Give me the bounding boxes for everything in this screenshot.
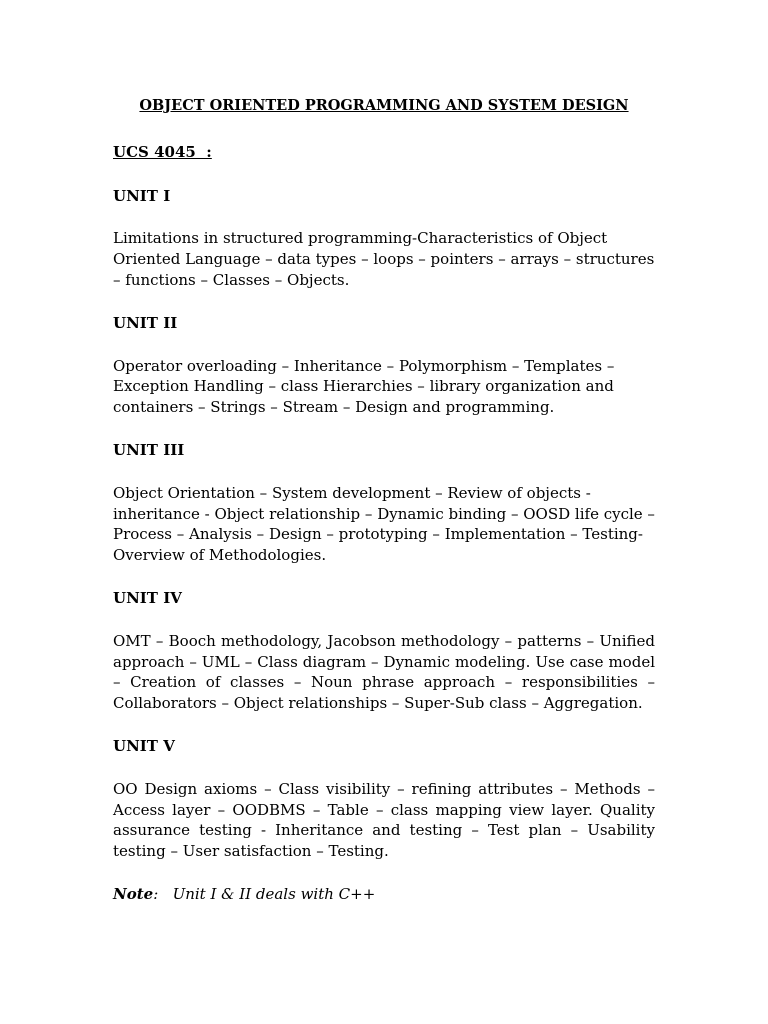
unit-body: OMT – Booch methodology, Jacobson methodology – patterns – Unified approach – UML – Class diagram – Dynamic modeling. Use case model – Creation of classes – Noun phrase approach – responsibilities – Collaborators – Object relationships – Super-Sub class – Aggregation. (113, 631, 655, 713)
note (113, 884, 655, 905)
unit-body: Operator overloading – Inheritance – Polymorphism – Templates – Exception Handling – class Hierarchies – library organization and containers – Strings – Stream – Design and programming. (113, 356, 615, 417)
note-separator: : (153, 884, 173, 903)
document-page (113, 96, 655, 905)
course-code: UCS 4045 : (113, 142, 212, 161)
unit-heading: UNIT III (113, 440, 185, 459)
document-title: OBJECT ORIENTED PROGRAMMING AND SYSTEM DESIGN (139, 97, 629, 114)
unit-heading: UNIT IV (113, 588, 182, 607)
unit-section-5 (113, 736, 655, 862)
unit-section-3 (113, 440, 655, 566)
unit-heading: UNIT II (113, 313, 178, 332)
unit-section-2 (113, 313, 655, 418)
unit-section-4 (113, 588, 655, 714)
unit-section-1 (113, 186, 655, 291)
unit-body: Limitations in structured programming-Characteristics of Object Oriented Language – data types – loops – pointers – arrays – structures – functions – Classes – Objects. (113, 229, 655, 289)
note-label: Note (113, 884, 154, 903)
unit-heading: UNIT V (113, 736, 175, 755)
note-text: Unit I & II deals with C++ (172, 884, 376, 903)
unit-heading: UNIT I (113, 186, 171, 205)
unit-body: Object Orientation – System development – Review of objects - inheritance - Object relationship – Dynamic binding – OOSD life cycle – Process – Analysis – Design – prototyping – Implementation – Testing-Overview of Methodologies. (113, 483, 655, 565)
unit-body: OO Design axioms – Class visibility – refining attributes – Methods – Access layer – OODBMS – Table – class mapping view layer. Quality assurance testing - Inheritance and testing – Test plan – Usability testing – User satisfaction – Testing. (113, 779, 655, 861)
